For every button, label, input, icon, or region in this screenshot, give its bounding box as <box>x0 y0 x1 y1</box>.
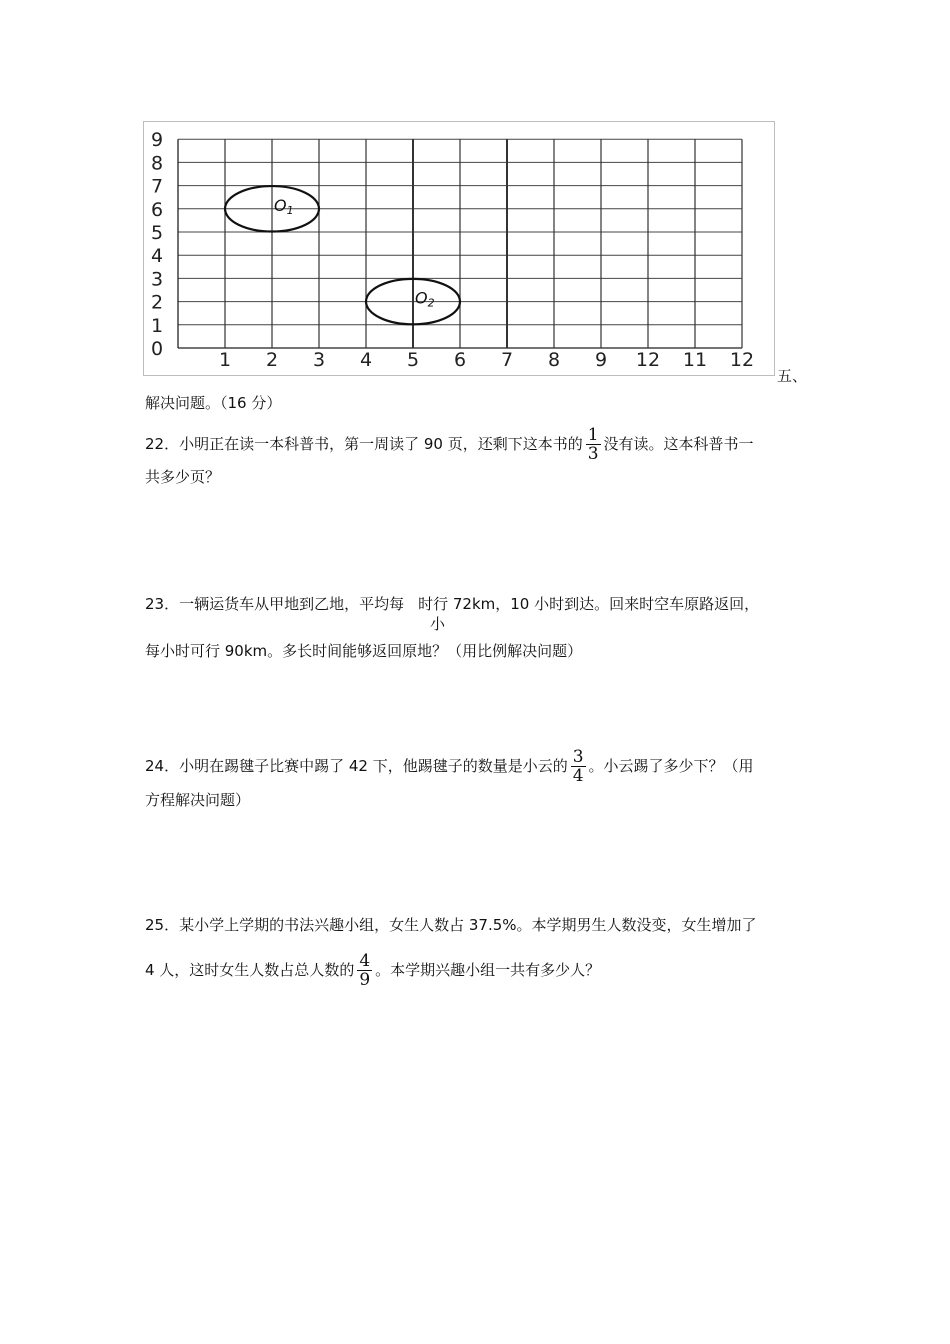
y-tick-label: 8 <box>150 152 164 175</box>
x-tick-label: 7 <box>500 349 514 371</box>
y-tick-label: 4 <box>150 245 164 268</box>
section-number: 五、 <box>777 367 808 385</box>
q22-text-b: 没有读。这本科普书一 <box>603 435 754 453</box>
q22-text-a: 22．小明正在读一本科普书，第一周读了 90 页，还剩下这本书的 <box>145 435 583 453</box>
q25-text-a: 4 人，这时女生人数占总人数的 <box>145 961 355 979</box>
q24-text-a: 24．小明在踢毽子比赛中踢了 42 下，他踢毽子的数量是小云的 <box>145 757 568 775</box>
q22-frac-num: 1 <box>587 425 599 445</box>
x-tick-label: 11 <box>682 349 708 371</box>
q25-text-b: 。本学期兴趣小组一共有多少人？ <box>375 961 601 979</box>
circle-label-subscript: 1 <box>286 203 294 217</box>
q22-line2: 共多少页？ <box>145 468 221 486</box>
x-tick-label: 3 <box>312 349 326 371</box>
y-tick-label: 9 <box>150 129 164 152</box>
q23-floating-char: 小 <box>430 615 446 633</box>
y-tick-label: 5 <box>150 222 164 244</box>
y-tick-label: 7 <box>150 175 164 198</box>
q24-line2: 方程解决问题） <box>145 791 251 809</box>
q24-fraction <box>571 748 586 785</box>
q24-frac-num: 3 <box>572 747 584 767</box>
circle-label: O2 <box>415 288 435 310</box>
q25-line2 <box>145 952 600 989</box>
q23-line1 <box>145 594 759 614</box>
q23-text-b: 时行 72km，10 小时到达。回来时空车原路返回， <box>418 595 760 613</box>
x-tick-label: 4 <box>359 349 373 371</box>
y-tick-label: 0 <box>150 338 164 360</box>
q25-frac-num: 4 <box>359 951 371 971</box>
x-tick-label: 9 <box>594 349 608 371</box>
y-tick-label: 1 <box>150 314 164 337</box>
x-tick-label: 12 <box>729 349 755 371</box>
q23-text-a: 23．一辆运货车从甲地到乙地，平均每 <box>145 595 405 613</box>
x-tick-label: 5 <box>406 349 420 371</box>
q22-line1 <box>145 426 754 463</box>
q22-fraction <box>586 426 601 463</box>
x-tick-label: 2 <box>265 349 279 371</box>
y-tick-label: 3 <box>150 268 164 291</box>
q25-frac-den: 9 <box>359 970 371 990</box>
q23-line2: 每小时可行 90km。多长时间能够返回原地？（用比例解决问题） <box>145 642 583 660</box>
x-tick-label: 12 <box>635 349 661 371</box>
section-title: 解决问题。（16 分） <box>145 394 282 412</box>
circle-label: O1 <box>274 195 294 217</box>
q25-line1: 25．某小学上学期的书法兴趣小组，女生人数占 37.5%。本学期男生人数没变，女生增加了 <box>145 916 757 934</box>
x-tick-label: 1 <box>218 349 232 371</box>
q24-text-b: 。小云踢了多少下？（用 <box>588 757 754 775</box>
q22-frac-den: 3 <box>587 444 599 464</box>
q25-fraction <box>357 952 372 989</box>
coordinate-grid <box>0 0 950 400</box>
x-tick-label: 8 <box>547 349 561 371</box>
circle-label-subscript: 2 <box>427 296 435 310</box>
x-tick-label: 6 <box>453 349 467 371</box>
y-tick-label: 6 <box>150 198 164 221</box>
y-tick-label: 2 <box>150 291 164 314</box>
q24-line1 <box>145 748 754 785</box>
q24-frac-den: 4 <box>572 766 584 786</box>
